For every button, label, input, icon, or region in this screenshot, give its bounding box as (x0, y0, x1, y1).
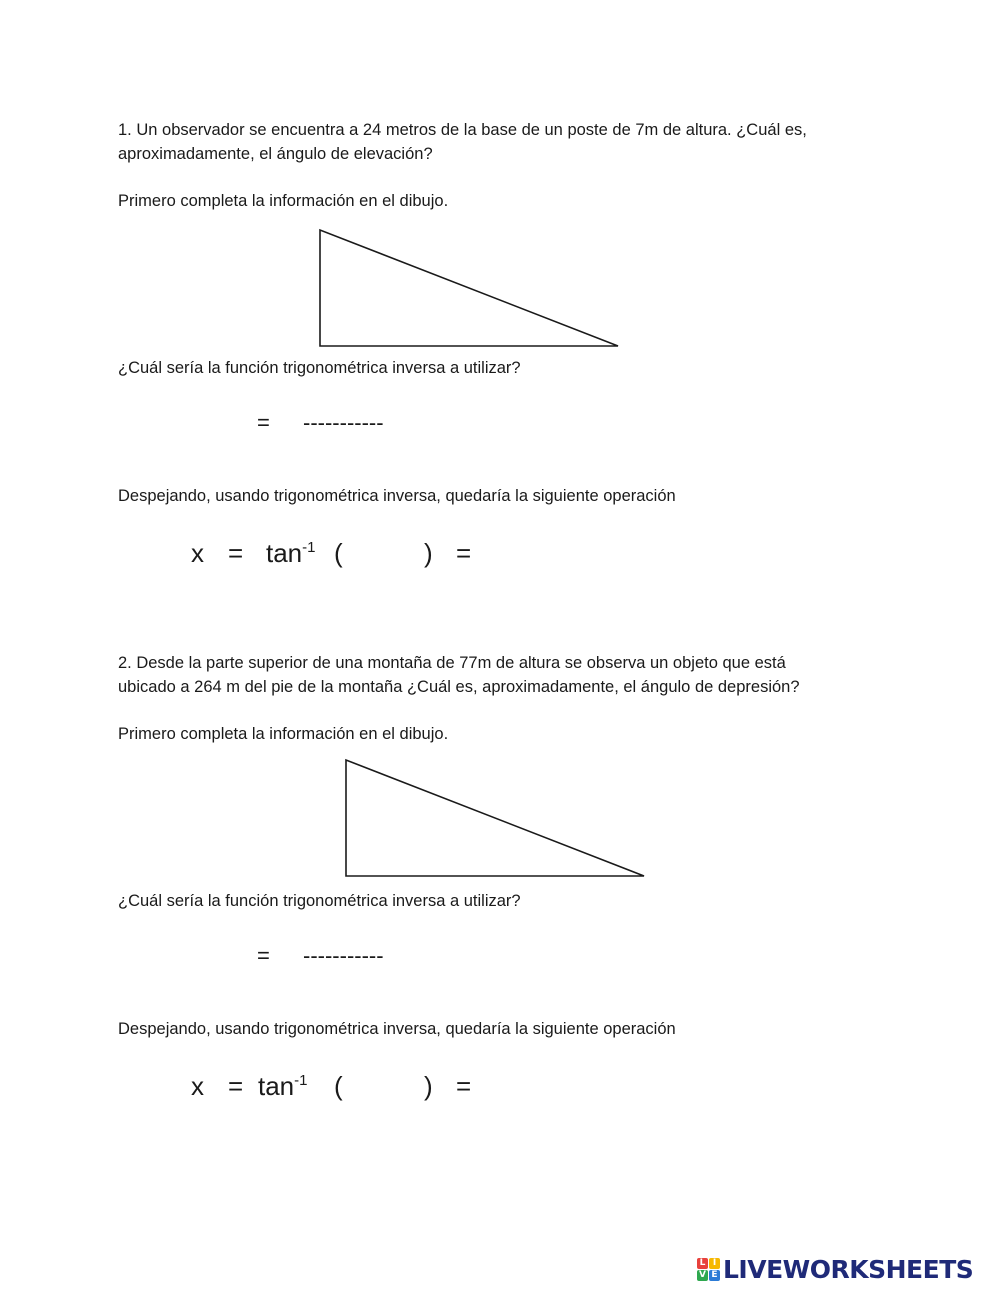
logo-badge-l: L (697, 1258, 708, 1269)
problem-2-solve-text: Despejando, usando trigonométrica inversa, quedaría la siguiente operación (118, 1020, 676, 1038)
problem-1-function-question: ¿Cuál sería la función trigonométrica inversa a utilizar? (118, 359, 521, 377)
equation-variable: x (191, 1071, 204, 1101)
equation-equals: = (228, 1071, 244, 1101)
triangle-drawing-1 (315, 226, 625, 352)
problem-2-question-line2: ubicado a 264 m del pie de la montaña ¿Cuál es, aproximadamente, el ángulo de depresión? (118, 678, 800, 696)
problem-2-instruction: Primero completa la información en el dibujo. (118, 725, 449, 743)
logo-badge-i: I (709, 1258, 720, 1269)
problem-2-question-line1: 2. Desde la parte superior de una montaña de 77m de altura se observa un objeto que está (118, 654, 786, 672)
triangle-drawing-2 (341, 756, 651, 882)
problem-1-solve-text: Despejando, usando trigonométrica inversa, quedaría la siguiente operación (118, 487, 676, 505)
equation-variable: x (191, 538, 204, 568)
problem-1-fraction-equals: = (257, 410, 270, 435)
logo-wordmark: LIVEWORKSHEETS (723, 1255, 974, 1284)
logo-badge-e: E (709, 1270, 720, 1281)
problem-1-fraction-bar: ----------- (303, 410, 384, 435)
equation-function: $\tan^{-1}$ (258, 1071, 308, 1101)
equation-superscript: -1 (294, 1072, 308, 1089)
logo-badge-v: V (697, 1270, 708, 1281)
equation-result-equals: = (456, 1071, 472, 1101)
liveworksheets-logo (697, 1255, 997, 1285)
equation-open-paren: ( (334, 1071, 343, 1101)
problem-1-instruction: Primero completa la información en el dibujo. (118, 192, 449, 210)
problem-2-fraction-bar: ----------- (303, 943, 384, 968)
problem-1-question-line2: aproximadamente, el ángulo de elevación? (118, 145, 433, 163)
equation-function: $\tan^{-1}$ (266, 538, 316, 568)
equation-superscript: -1 (302, 539, 316, 556)
equation-result-equals: = (456, 538, 472, 568)
equation-close-paren: ) (424, 538, 433, 568)
equation-equals: = (228, 538, 244, 568)
problem-2-fraction-equals: = (257, 943, 270, 968)
problem-2-function-question: ¿Cuál sería la función trigonométrica inversa a utilizar? (118, 892, 521, 910)
problem-1-question-line1: 1. Un observador se encuentra a 24 metros de la base de un poste de 7m de altura. ¿Cuál es, (118, 121, 807, 139)
equation-open-paren: ( (334, 538, 343, 568)
equation-close-paren: ) (424, 1071, 433, 1101)
